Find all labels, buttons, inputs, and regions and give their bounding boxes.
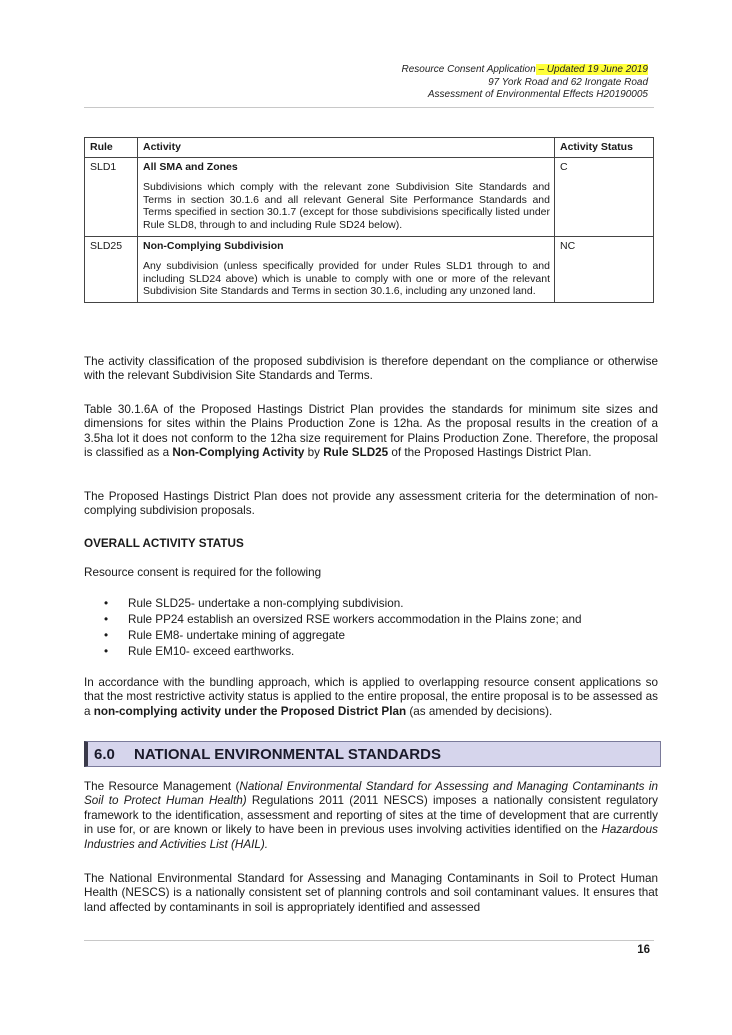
activity-title: All SMA and Zones — [143, 160, 238, 173]
rule-cell: SLD1 — [85, 157, 138, 236]
paragraph-classification: The activity classification of the proposed subdivision is therefore dependant on the compliance or otherwise with the relevant Subdivision Site Standards and Terms. — [84, 355, 658, 383]
list-item: • Rule SLD25- undertake a non-complying subdivision. — [104, 596, 581, 612]
status-cell: NC — [555, 236, 654, 302]
paragraph-no-criteria: The Proposed Hastings District Plan does not provide any assessment criteria for the determination of non-complying subdivision proposals. — [84, 490, 658, 518]
section-title: NATIONAL ENVIRONMENTAL STANDARDS — [134, 746, 441, 763]
col-header-activity: Activity — [138, 138, 555, 158]
activity-cell — [138, 157, 555, 236]
header-line-2: 97 York Road and 62 Irongate Road — [488, 76, 648, 88]
activity-description: Any subdivision (unless specifically provided for under Rules SLD1 through to and including SLD24 above) which is unable to comply with one or more of the relevant Subdivision Site Standards and Terms in section 30.1.6, including any unzoned land. — [143, 260, 550, 298]
header-line-3: Assessment of Environmental Effects H20190005 — [427, 89, 648, 100]
activity-title: Non-Complying Subdivision — [143, 239, 284, 252]
document-header — [402, 64, 648, 102]
page-number: 16 — [637, 944, 650, 956]
activity-cell — [138, 236, 555, 302]
status-cell: C — [555, 157, 654, 236]
paragraph-nescs-regulations: The Resource Management (National Environmental Standard for Assessing and Managing Contaminants in Soil to Protect Human Health) Regulations 2011 (2011 NESCS) imposes a nationally consistent regulatory framework to the identification, assessment and reporting of sites at the time of development that are currently in use for, or are known or likely to have been in previous uses involving activities identified on the Hazardous Industries and Activities List (HAIL). — [84, 780, 659, 851]
paragraph-table-30-1-6a: Table 30.1.6A of the Proposed Hastings District Plan provides the standards for minimum site sizes and dimensions for sites within the Plains Production Zone is 12ha. As the proposal results in the creation of a 3.5ha lot it does not conform to the 12ha size requirement for Plains Production Zone. Therefore, the proposal is classified as a Non-Complying Activity by Rule SLD25 of the Proposed Hastings District Plan. — [84, 403, 658, 460]
table-row — [85, 157, 654, 236]
paragraph-bundling: In accordance with the bundling approach, which is applied to overlapping resource consent applications so that the most restrictive activity status is applied to the entire proposal, the entire proposal is to be assessed as a non-complying activity under the Proposed District Plan (as amended by decisions). — [84, 676, 658, 718]
section-number: 6.0 — [94, 746, 115, 763]
footer-divider — [84, 940, 654, 941]
table-row — [85, 236, 654, 302]
list-item: • Rule EM10- exceed earthworks. — [104, 644, 581, 660]
table-header-row — [85, 138, 654, 158]
col-header-status: Activity Status — [555, 138, 654, 158]
list-item: • Rule PP24 establish an oversized RSE workers accommodation in the Plains zone; and — [104, 612, 581, 628]
rules-table — [84, 137, 654, 303]
consent-list — [104, 596, 581, 660]
rule-cell: SLD25 — [85, 236, 138, 302]
section-heading — [84, 741, 661, 767]
paragraph-nescs-description: The National Environmental Standard for Assessing and Managing Contaminants in Soil to Protect Human Health (NESCS) is a nationally consistent set of planning controls and soil contaminant values. It ensures that land affected by contaminants in soil is appropriately identified and assessed — [84, 872, 658, 914]
subheading-overall-status: OVERALL ACTIVITY STATUS — [84, 537, 244, 550]
header-divider — [84, 107, 654, 108]
update-highlight: – Updated 19 June 2019 — [535, 64, 648, 75]
activity-description: Subdivisions which comply with the relevant zone Subdivision Site Standards and Terms in section 30.1.6 and all relevant General Site Performance Standards and Terms specified in section 30.1.7 (except for those subdivisions specifically listed under Rule SLD8, through to and including Rule SD24 below). — [143, 181, 550, 231]
col-header-rule: Rule — [85, 138, 138, 158]
header-line-1: Resource Consent Application – Updated 19 June 2019 — [401, 64, 648, 75]
list-item: • Rule EM8- undertake mining of aggregate — [104, 628, 581, 644]
paragraph-consent-required: Resource consent is required for the following — [84, 566, 322, 579]
